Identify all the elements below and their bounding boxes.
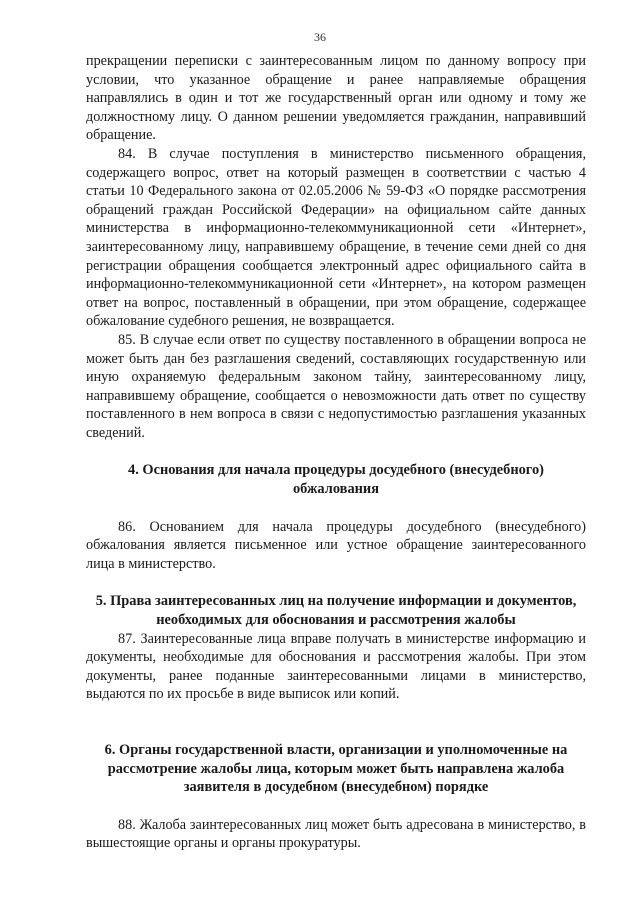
- paragraph-84: 84. В случае поступления в министерство письменного обращения, содержащего вопрос, ответ на который размещен в соответствии с частью 4 статьи 10 Федерального закона от 02.05.2006 № 59-ФЗ «О порядке рассмотрения обращений граждан Российской Федерации» на официальном сайте данных министерства в информационно-телекоммуникационной сети «Интернет», заинтересованному лицу, направившему обращение, в течение семи дней со дня регистрации обращения сообщается электронный адрес официального сайта в информационно-телекоммуникационной сети «Интернет», на котором размещен ответ на вопрос, поставленный в обращении, при этом обращение, содержащее обжалование судебного решения, не возвращается.: [86, 145, 586, 330]
- page-number: 36: [314, 30, 326, 44]
- paragraph-86: 86. Основанием для начала процедуры досудебного (внесудебного) обжалования является письменное или устное обращение заинтересованного лица в министерство.: [86, 518, 586, 572]
- paragraph-continuation: прекращении переписки с заинтересованным лицом по данному вопросу при условии, что указанное обращение и ранее направляемые обращения направлялись в один и тот же государственный орган или одному и тому же должностному лицу. О данном решении уведомляется гражданин, направивший обращение.: [86, 53, 586, 144]
- section-heading-5: 5. Права заинтересованных лиц на получение информации и документов, необходимых для обоснования и рассмотрения жалобы: [95, 593, 577, 629]
- paragraph-88: 88. Жалоба заинтересованных лиц может быть адресована в министерство, в вышестоящие органы и органы прокуратуры.: [86, 816, 586, 852]
- paragraph-85: 85. В случае если ответ по существу поставленного в обращении вопроса не может быть дан без разглашения сведений, составляющих государственную или иную охраняемую федеральным законом тайну, заинтересованному лицу, направившему обращение, сообщается о невозможности дать ответ по существу поставленного в нем вопроса в связи с недопустимостью разглашения указанных сведений.: [86, 331, 586, 441]
- section-heading-6: 6. Органы государственной власти, организации и уполномоченные на рассмотрение жалобы лица, которым может быть направлена жалоба заявителя в досудебном (внесудебном) порядке: [104, 742, 568, 796]
- section-heading-4: 4. Основания для начала процедуры досудебного (внесудебного) обжалования: [128, 462, 544, 498]
- paragraph-87: 87. Заинтересованные лица вправе получать в министерстве информацию и документы, необходимые для обоснования и рассмотрения жалобы. При этом документы, ранее поданные заинтересованными лицами в министерство, выдаются по их просьбе в виде выписок или копий.: [86, 630, 586, 703]
- page-content: [86, 52, 586, 853]
